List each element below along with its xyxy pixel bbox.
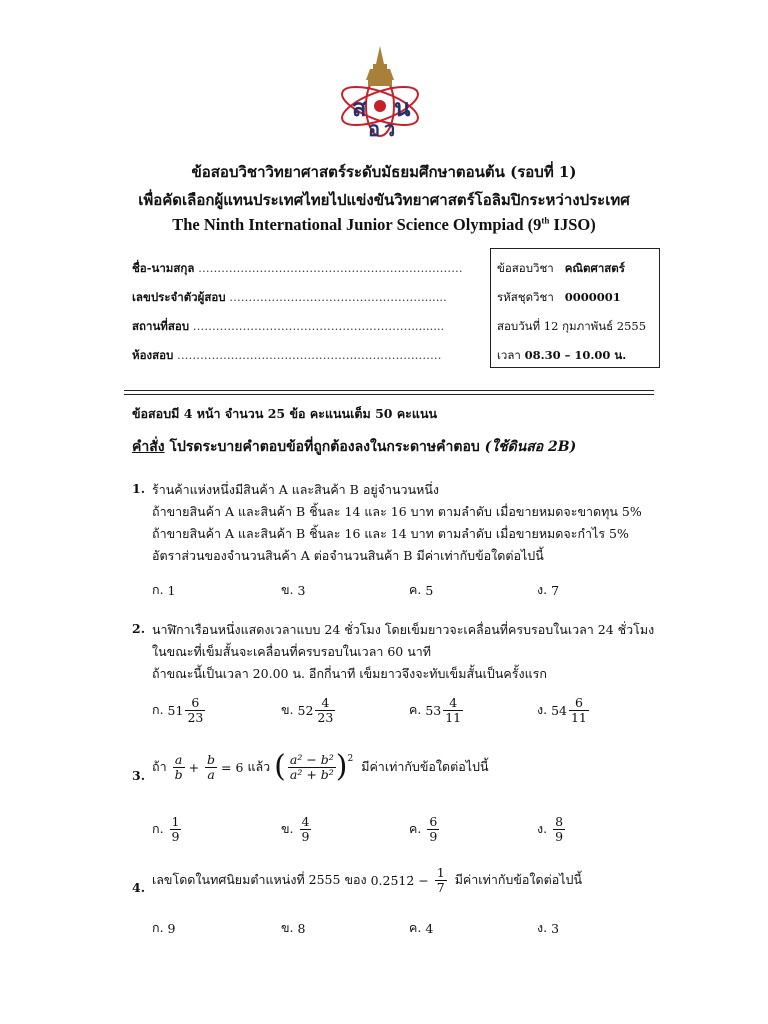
question-number: 2.	[132, 621, 146, 636]
answer-option[interactable]: ง. 3	[537, 920, 560, 936]
answer-option[interactable]: ค. 4	[409, 920, 434, 936]
fraction: $\frac{4}{9}$	[301, 814, 310, 844]
fraction: $\frac{\text{a² − b²}}{\text{a² + b²}}$	[289, 751, 334, 782]
fraction: $\frac{6}{23}$	[187, 695, 204, 725]
svg-text:ส: ส	[352, 94, 367, 122]
exam-summary: ข้อสอบมี 4 หน้า จำนวน 25 ข้อ คะแนนเต็ม 50 คะแนน	[132, 406, 438, 421]
answer-option[interactable]: ค. 5	[409, 582, 434, 598]
divider-line	[124, 390, 654, 391]
answer-option[interactable]: ง. $\frac{8}{9}$	[537, 814, 564, 844]
answer-option[interactable]: ง. 7	[537, 582, 560, 598]
question-text: อัตราส่วนของจำนวนสินค้า A ต่อจำนวนสินค้า B มีค่าเท่ากับข้อใดต่อไปนี้	[152, 548, 544, 563]
question-text: ร้านค้าแห่งหนึ่งมีสินค้า A และสินค้า B อยู่จำนวนหนึ่ง	[152, 482, 440, 497]
candidate-id-field[interactable]: เลขประจำตัวผู้สอบ ……………………………………………......	[132, 290, 447, 304]
fraction: $\frac{6}{9}$	[429, 814, 438, 844]
question-text: นาฬิกาเรือนหนึ่งแสดงเวลาแบบ 24 ชั่วโมง โดยเข็มยาวจะเคลื่อนที่ครบรอบในเวลา 24 ชั่วโมง	[152, 622, 655, 637]
subject-code-info: รหัสชุดวิชา 0000001	[497, 290, 621, 304]
svg-text:น: น	[394, 94, 411, 122]
exam-subtitle: เพื่อคัดเลือกผู้แทนประเทศไทยไปแข่งขันวิทยาศาสตร์โอลิมปิกระหว่างประเทศ	[138, 191, 630, 209]
answer-option[interactable]: ก. 51 $\frac{6}{23}$	[152, 695, 204, 725]
fraction: $\frac{1}{7}$	[436, 865, 445, 895]
answer-option[interactable]: ข. 8	[281, 920, 306, 936]
fraction: $\frac{4}{11}$	[445, 695, 462, 725]
fraction: $\frac{4}{23}$	[317, 695, 334, 725]
question-number: 1.	[132, 481, 146, 496]
answer-option[interactable]: ข. $\frac{4}{9}$	[281, 814, 310, 844]
answer-option[interactable]: ก. 1	[152, 582, 176, 598]
question-text: ถ้า $\frac{a}{b}$ + $\frac{b}{a}$ = 6 แล้ว ( $\frac{\text{a² − b²}}{\text{a² + b²}}$ ) $^2$ มีค่าเท่ากับข้อใดต่อไปนี้	[152, 749, 489, 784]
olympiad-title: The Ninth International Junior Science Olympiad (9th IJSO)	[172, 215, 596, 234]
exam-title: ข้อสอบวิชาวิทยาศาสตร์ระดับมัธยมศึกษาตอนต้น (รอบที่ 1)	[191, 163, 577, 181]
subject-info: ข้อสอบวิชา คณิตศาสตร์	[497, 261, 625, 275]
question-number: 3.	[132, 768, 146, 783]
olympiad-logo	[330, 44, 430, 144]
question-number: 4.	[132, 880, 146, 895]
answer-option[interactable]: ง. 54 $\frac{6}{11}$	[537, 695, 587, 725]
svg-text:ว: ว	[384, 117, 396, 141]
answer-option[interactable]: ข. 3	[281, 582, 306, 598]
fraction: $\frac{8}{9}$	[555, 814, 564, 844]
question-text: ถ้าขณะนี้เป็นเวลา 20.00 น. อีกกี่นาที เข็มยาวจึงจะทับเข็มสั้นเป็นครั้งแรก	[152, 666, 547, 681]
answer-option[interactable]: ก. 9	[152, 920, 176, 936]
exam-date-info: สอบวันที่ 12 กุมภาพันธ์ 2555	[497, 319, 647, 333]
answer-option[interactable]: ก. $\frac{1}{9}$	[152, 814, 180, 844]
divider-line	[124, 394, 654, 395]
fraction: $\frac{6}{11}$	[570, 695, 587, 725]
fraction: $\frac{1}{9}$	[171, 814, 180, 844]
fraction: $\frac{a}{b}$	[174, 751, 183, 782]
right-parenthesis: )	[335, 749, 348, 784]
exam-room-field[interactable]: ห้องสอบ ……………………………………………………………	[132, 348, 442, 362]
answer-option[interactable]: ค. $\frac{6}{9}$	[409, 814, 438, 844]
fraction: $\frac{b}{a}$	[207, 751, 216, 782]
left-parenthesis: (	[274, 749, 286, 784]
name-field[interactable]: ชื่อ-นามสกุล ……………………………………………………………	[132, 261, 463, 275]
answer-option[interactable]: ข. 52 $\frac{4}{23}$	[281, 695, 334, 725]
question-text: ถ้าขายสินค้า A และสินค้า B ชิ้นละ 16 และ 14 บาท ตามลำดับ เมื่อขายหมดจะกำไร 5%	[152, 526, 629, 541]
question-text: ในขณะที่เข็มสั้นจะเคลื่อนที่ครบรอบในเวลา 60 นาที	[152, 644, 432, 659]
svg-text:อ: อ	[368, 117, 381, 141]
answer-option[interactable]: ค. 53 $\frac{4}{11}$	[409, 695, 462, 725]
exam-time-info: เวลา 08.30 – 10.00 น.	[497, 348, 627, 362]
exam-venue-field[interactable]: สถานที่สอบ ………………………………………………….........	[132, 319, 445, 333]
question-text: เลขโดดในทศนิยมตำแหน่งที่ 2555 ของ 0.25̇12̇ − $\frac{1}{7}$ มีค่าเท่ากับข้อใดต่อไปนี้	[152, 865, 583, 895]
instructions: คำสั่ง โปรดระบายคำตอบข้อที่ถูกต้องลงในกระดาษคำตอบ (ใช้ดินสอ 2B)	[132, 439, 577, 455]
question-text: ถ้าขายสินค้า A และสินค้า B ชิ้นละ 14 และ 16 บาท ตามลำดับ เมื่อขายหมดจะขาดทุน 5%	[152, 504, 642, 519]
